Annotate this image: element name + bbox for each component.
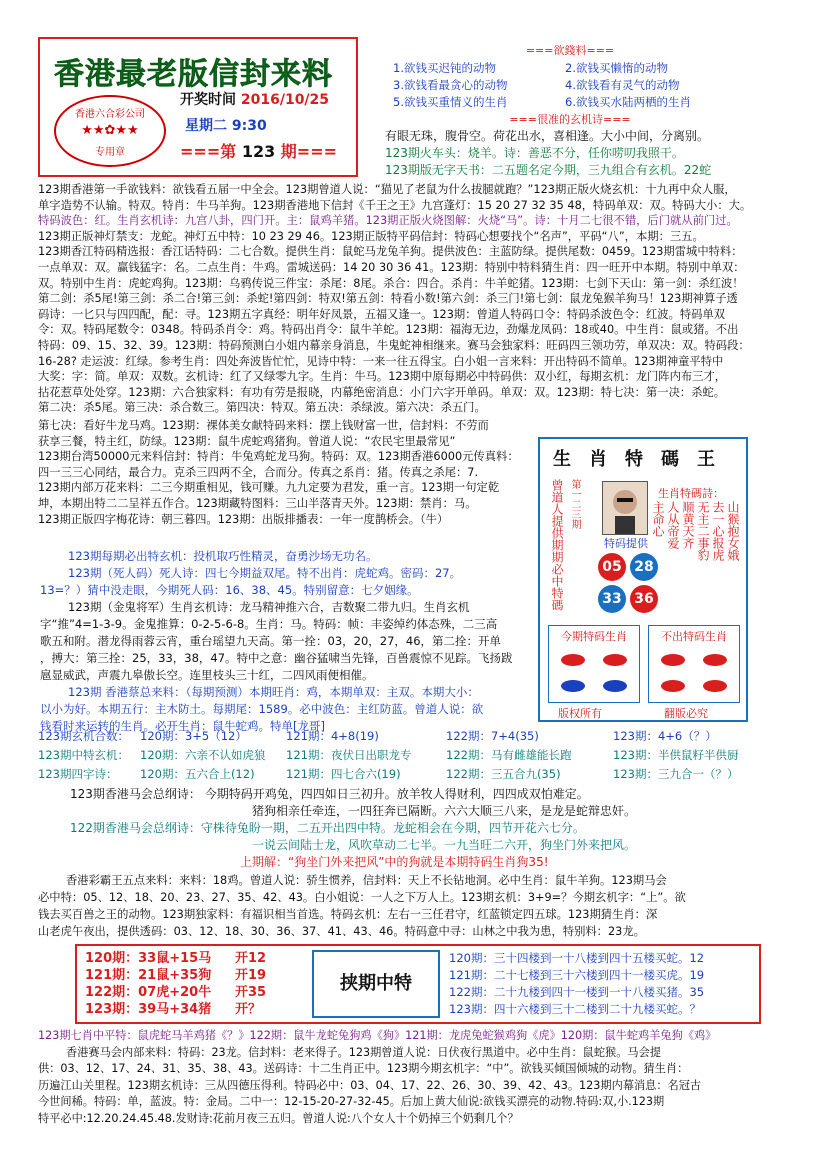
seal-stars: ★★✿★★ [81,123,139,138]
paragraph-2 [38,872,798,940]
bottom-row [85,1001,305,1018]
wish-item-4: 4.欲钱看有灵气的动物 [565,78,680,92]
row-text: 121期：21鼠+35狗 [85,968,212,983]
body-line: 大奖：字：简。单双：双数。玄机诗：红了又绿零九字。生肖：牛马。123期中原每期必中特码供：双小红，每期玄机：龙门阵内布三才， [38,370,727,384]
bottom-box [75,944,761,1024]
issue-prefix: ===第 [180,142,237,161]
body-line: 123期内部万花来料：二三今期重相见，钱可赚。九九定要为君发，重一言。123期一句定乾 [38,481,500,495]
row-text: 122期：07虎+20牛 [85,985,212,1000]
number-ball: 05 [598,553,626,581]
number-ball: 33 [598,585,626,613]
center-label: 挟期中特 [312,950,440,1018]
poem-title: ===很准的玄机诗=== [509,113,631,126]
bottom-row: 122期：二十九楼到四十一楼到一十八楼买猪。35 [449,985,705,999]
bottom-row [85,984,305,1001]
table-cell: 120期：五六合上(12) [140,767,255,781]
wish-item-6: 6.欲钱买水陆两栖的生肖 [565,95,691,109]
issue-number [180,139,337,162]
lucky-animals-caption: 今期特码生肖 [561,630,627,643]
poem-label: 生肖特碼詩： [658,487,724,500]
excluded-animals-caption: 不出特码生肖 [661,630,727,643]
table-cell: 120期：3+5（12） [140,729,247,743]
bottom-row: 123期：四十六楼到三十二楼到二十九楼买蛇。？ [449,1002,701,1016]
panel-col-left: 曾道人提供期期必中特碼 [550,479,564,611]
section-line: ，搏大：第三拴：25，33，38，47。特中之意：幽谷猛啸当先锋，百兽震惊不见踪。飞扬跋 [40,651,513,665]
footer-line: 香港赛马会内部来料：特码：23龙。信封料：老来得子。123期曾道人说：日伏夜行黑道中。必中生肖：鼠蛇猴。马会提 [66,1045,661,1059]
shengxiao-panel [538,437,748,722]
section-line: 13=？）猜中没走眼，今期死人码：16、38、45。特别留意：七夕姻缘。 [40,583,419,597]
table-row [38,727,798,746]
main-title: 香港最老版信封来料 [54,57,333,92]
body-line: 获享三餐，特主红，防绿。123期：鼠牛虎蛇鸡猪狗。曾道人说：“农民宅里最常见” [38,434,456,448]
number-table [38,727,798,784]
draw-time-label: 开奖时间 [180,92,236,108]
poem-line-1: 有眼无珠，腹骨空。荷花出水，喜相逢。大小中间，分离别。 [385,129,710,143]
number-ball: 36 [630,585,658,613]
lucky-animals-box [548,625,640,703]
wish-item-5: 5.欲钱买重情义的生肖 [393,95,508,109]
poem-col: 人从帝爱 [666,501,680,549]
body-line: 特码波色：红。生肖玄机诗：九宫八卦，四门开。主：鼠鸡羊猪。123期正版火烧图解：火烧“马”。诗：十月二七很不错，后门就从前门过。 [38,214,738,228]
table-cell: 122期：三五合九(35) [446,767,561,781]
bottom-row [85,950,305,967]
poem-col: 山猴抱女娥 [726,501,740,561]
panel-col-tag: 第一二三期 [569,479,580,529]
poem-text: 一说云间陆士龙，风吹草动二七半。一九当旺二六开，狗坐门外来把风。 [252,838,637,852]
excluded-animals-box [648,625,740,703]
row-open: 开35 [235,985,267,1000]
bottom-row: 120期：三十四楼到一十八楼到四十五楼买蛇。12 [449,951,705,965]
seal-bottom-text: 专用章 [95,147,125,158]
poem-col: 顺黄天齐 [681,501,695,549]
body-line: 拈花惹草处处穿。123期：六合独家料：有功有劳是报晓，内幕绝密消息：小门六字开单码。单双：双。123期：特七决：第一决：杀蛇。 [38,385,726,399]
wish-item-1: 1.欲钱买迟钝的动物 [393,61,496,75]
number-ball: 28 [630,553,658,581]
poem-line-2: 123期火车头：烧羊。诗：善恶不分，任你唠叨我照干。 [385,146,684,160]
section-line: 歌五和附。潜龙得雨蓉云宵，重台瑶望九天高。第一拴：03，20，27，46，第二拴：开单 [40,634,502,648]
shengxiao-title: 生肖特碼王 [553,449,733,470]
body-text [38,182,790,416]
body-line: 坤，本期出特二二呈祥五作合。123期藏特图料：三山半落青天外。123期：禁肖：马。 [38,496,477,510]
bottom-row [85,967,305,984]
lucky-animals-icons [553,644,637,700]
section-line: 扈显威武，声震九皋傲长空。连里枝头三十红，二四风雨便相催。 [40,668,374,682]
provide-label: 特码提供 [604,537,648,550]
title-box [38,37,358,177]
copyright-right: 翻版必究 [664,707,708,720]
footer-line: 特平必中:12.20.24.45.48.发财诗:花前月夜三五归。曾道人说:八个女人十个奶掉三个奶剩几个？ [38,1111,519,1125]
footer-line: 123期七肖中平特：鼠虎蛇马羊鸡猪《？》122期：鼠牛龙蛇兔狗鸡《狗》121期：龙虎兔蛇猴鸡狗《虎》120期：鼠牛蛇鸡羊兔狗《鸡》 [38,1029,717,1042]
body-line: 第二决：杀5尾。第三决：杀合数三。第四决：特双。第五决：杀绿波。第六决：杀五门。 [38,401,486,415]
table-cell: 123期：半供鼠籽半供厨 [613,748,739,762]
poem-col: 去一心报虎 [711,501,725,561]
body-line: 123期台湾50000元来料信封：特肖：牛兔鸡蛇龙马狗。特码：双。123期香港6000元传真料： [38,450,519,464]
table-cell: 123期：三九合一（？） [613,767,739,781]
table-row [38,746,798,765]
table-cell: 123期：4+6（？） [613,729,717,743]
company-seal [54,95,166,167]
row-text: 120期：33鼠+15马 [85,951,212,966]
draw-time [180,89,329,109]
row-open: 开19 [235,968,267,983]
para-line: 香港彩霸王五点来料：来料：18鸡。曾道人说：骄生惯养，信封料：天上不长钻地洞。必中生肖：鼠牛羊狗。123期马会 [66,874,667,887]
poem-text: 猪狗相亲任牵连，一四狂奔已隔断。六六大顺三八来，是龙是蛇辩忠奸。 [252,804,637,818]
draw-date: 2016/10/25 [240,92,330,108]
body-line: 123期正版神灯禁支：龙蛇。神灯五中特：10 23 29 46。123期正版特平码信封：特码心想要找个“名声”，平码“八”，本期：三五。 [38,229,704,243]
poem-text: 123期香港马会总纲诗： 今期特码开鸡兔，四四如日三初升。放羊牧人得财利，四四成双怕难定。 [70,787,589,801]
portrait-image [602,481,648,535]
body-line: 令：双。特码尾数令：0348。特码杀肖令：鸡。特码出肖令：鼠牛羊蛇。123期：福海无边，劲爆龙凤码：18或40。中生肖：鼠或猪。不出 [38,323,739,337]
body-line: 123期香江特码精选报：香江话特码：二七合数。提供生肖：鼠蛇马龙兔羊狗。提供波色：主蓝防绿。提供尾数：0459。123期雷城中特料： [38,245,743,259]
body-line: 第七决：看好牛龙马鸡。123期：裸体美女献特码来料：摆上钱财富一世，信封料：不劳而 [38,419,489,432]
table-cell: 122期：7+4(35) [446,729,539,743]
footer-line: 供：03、12、17、24、31、35、38、43。送码诗：十二生肖正中。123期今期玄机字：“中”。欲钱买倾国倾城的动物。猜生肖： [38,1062,689,1075]
poem-line-3: 123期版无字天书：二五题名定今期，三九组合有玄机。22蛇 [385,163,712,177]
body-line: 四一三三心同结，最合力。克杀三四两不全，合而分。传真之系肖：猪。传真之杀尾：7. [38,465,479,479]
table-cell: 122期：马有雌雄能长跑 [446,748,572,762]
bottom-row: 121期：二十七楼到三十六楼到四十一楼买虎。19 [449,968,705,982]
para-line: 钱去买百兽之王的动物。123期独家料：有福识相当首选。特码玄机：左右一三任君守，红蓝锁定四五球。123期猜生肖：深 [38,908,658,921]
body-text-narrow [38,418,533,527]
body-line: 码诗：一匕只与四四配，配：寻。123期五字真经：明年好凤景，五福又逢一。123期：曾道人特码口令：特码杀波色令：红波。特码单双 [38,307,726,321]
excluded-animals-icons [653,644,737,700]
body-line: 123期正版四字梅花诗：朝三暮四。123期：出版排播表：一年一度鹊桥会。（牛） [38,512,449,526]
footer-block [38,1028,808,1127]
wishlist-title: ===欲錢料=== [525,44,615,57]
table-cell: 120期：六亲不认如虎狼 [140,748,266,762]
poem-text: 122期香港马会总纲诗：守株待兔盼一期，二五开出四中特。龙蛇相会在今期，四节开花六七分。 [70,821,585,835]
bottom-right-rows [449,950,757,1018]
footer-line: 今世间稀。特码：单，蓝波。特：金局。二中一：12-15-20-27-32-45。后加上黄大仙说:欲钱买漂亮的动物.特码:双,小.123期 [38,1095,665,1108]
table-row [38,765,798,784]
poems-block [70,786,790,871]
row-open: 开？ [235,1002,262,1017]
body-line: 第二剑：杀5尾!第三剑：杀二合!第三剑：杀蛇!第四剑：特双!第五剑：特看小数!第六剑：杀三门!第七剑：鼠龙兔猴羊狗马！123期神算子透 [38,292,738,306]
weekday-time: 星期二 9:30 [185,118,267,134]
sections-block [40,548,535,735]
footer-line: 历遍江山关里程。123期玄机诗：三从四德压得利。特码必中：03、04、17、22、26、30、39、42、43。123期内幕消息：名冠古 [38,1078,702,1092]
poem-col: 无主二事豹 [696,501,710,561]
bottom-left-rows [85,950,305,1018]
body-line: 单字造势不认输。特双。特肖：牛马羊狗。123期香港地下信封《千王之王》九宫蓬灯：15 20 27 32 35 48，特码单双：双。特码大小：大。 [38,198,752,212]
section-line: 钱看时来运转的生肖。必开生肖：鼠牛蛇鸡。特单[龙哥] [40,719,325,733]
table-cell: 123期四字诗： [38,767,118,781]
section-line: 以小为好。本期五行：主木防土。每期尾：1589。必中波色：主红防蓝。曾道人说：欲 [40,702,484,716]
section-line: 123期（金鬼将军）生肖玄机诗：龙马精神推六合，吉数聚二带九归。生肖玄机 [68,600,470,614]
para-line: 山老虎午夜出，提供透码：03、12、18、30、36、37、41、43、46。特码意中寻：山林之中我为患，特别料：23龙。 [38,925,645,938]
section-line: 123期每期必出特玄机：投机取巧性精灵，奋勇沙场无功名。 [68,549,378,563]
poem-text: 上期解：“狗坐门外来把风”中的狗就是本期特码生肖狗35! [240,855,549,869]
body-line: 特码：09、15、32、39。123期：特码预测白小姐内幕亲身消息，牛鬼蛇神相继来。赛马会独家料：旺码四三领功劳，单双决：双。特码段： [38,338,750,352]
body-line: 123期香港第一手欲钱料：欲钱看五届一中全会。123期曾道人说：“猫见了老鼠为什么拔腿就跑？”123期正版火烧玄机：十九再中众人服， [38,183,736,196]
section-line: 123期（死人码）死人诗：四七今期益双尾。特不出肖：虎蛇鸡。密码：27。 [68,566,462,580]
section-line: 123期 香港蔡总来料：（每期预测）本期旺肖：鸡，本期单双：主双。本期大小： [68,685,479,699]
issue-num: 123 [241,142,276,161]
table-cell: 121期：四七合六(19) [286,767,401,781]
wish-item-2: 2.欲钱买懒惰的动物 [565,61,668,75]
table-cell: 121期：4+8(19) [286,729,379,743]
wish-item-3: 3.欲钱看最贪心的动物 [393,78,508,92]
table-cell: 123期玄机合数： [38,729,129,743]
body-line: 一点单双：双。赢钱猛字：名。二点生肖：牛鸡。雷城送码：14 20 30 36 41。123期：特别中特料猜生肖：四一旺开中本期。特别中单双： [38,260,745,274]
table-cell: 123期中特玄机： [38,748,129,762]
row-open: 开12 [235,951,267,966]
section-line: 字“推”4=1-3-9。金鬼推算：0-2-5-6-8。生肖：马。特码：帧：丰姿绰约体态殊，二三高 [40,617,498,631]
body-line: 双。特别中生肖：虎蛇鸡狗。123期：乌鸦传说三件宝：杀尾：8尾。杀合：四合。杀肖：牛羊蛇猪。123期：七剑下天山：第一剑：杀红波！ [38,276,744,290]
table-cell: 121期：夜伏日出职龙专 [286,748,412,762]
poem-col: 主命心 [651,501,665,537]
issue-suffix: 期=== [280,142,338,161]
copyright-left: 版权所有 [558,707,602,720]
row-text: 123期：39马+34猪 [85,1002,212,1017]
body-line: 16-28? 走运波：红绿。参考生肖：四处奔波皆忙忙，见诗中特：一来一往五得宝。白小姐一言来料：开出特码不简单。123期神童平特中 [38,354,724,368]
seal-top-text: 香港六合彩公司 [75,109,145,120]
para-line: 必中特：05、12、18、20、23、27、35、42、43。白小姐说：一人之下万人上。123期玄机：3+9=？今期玄机字：“上”。欲 [38,891,686,904]
